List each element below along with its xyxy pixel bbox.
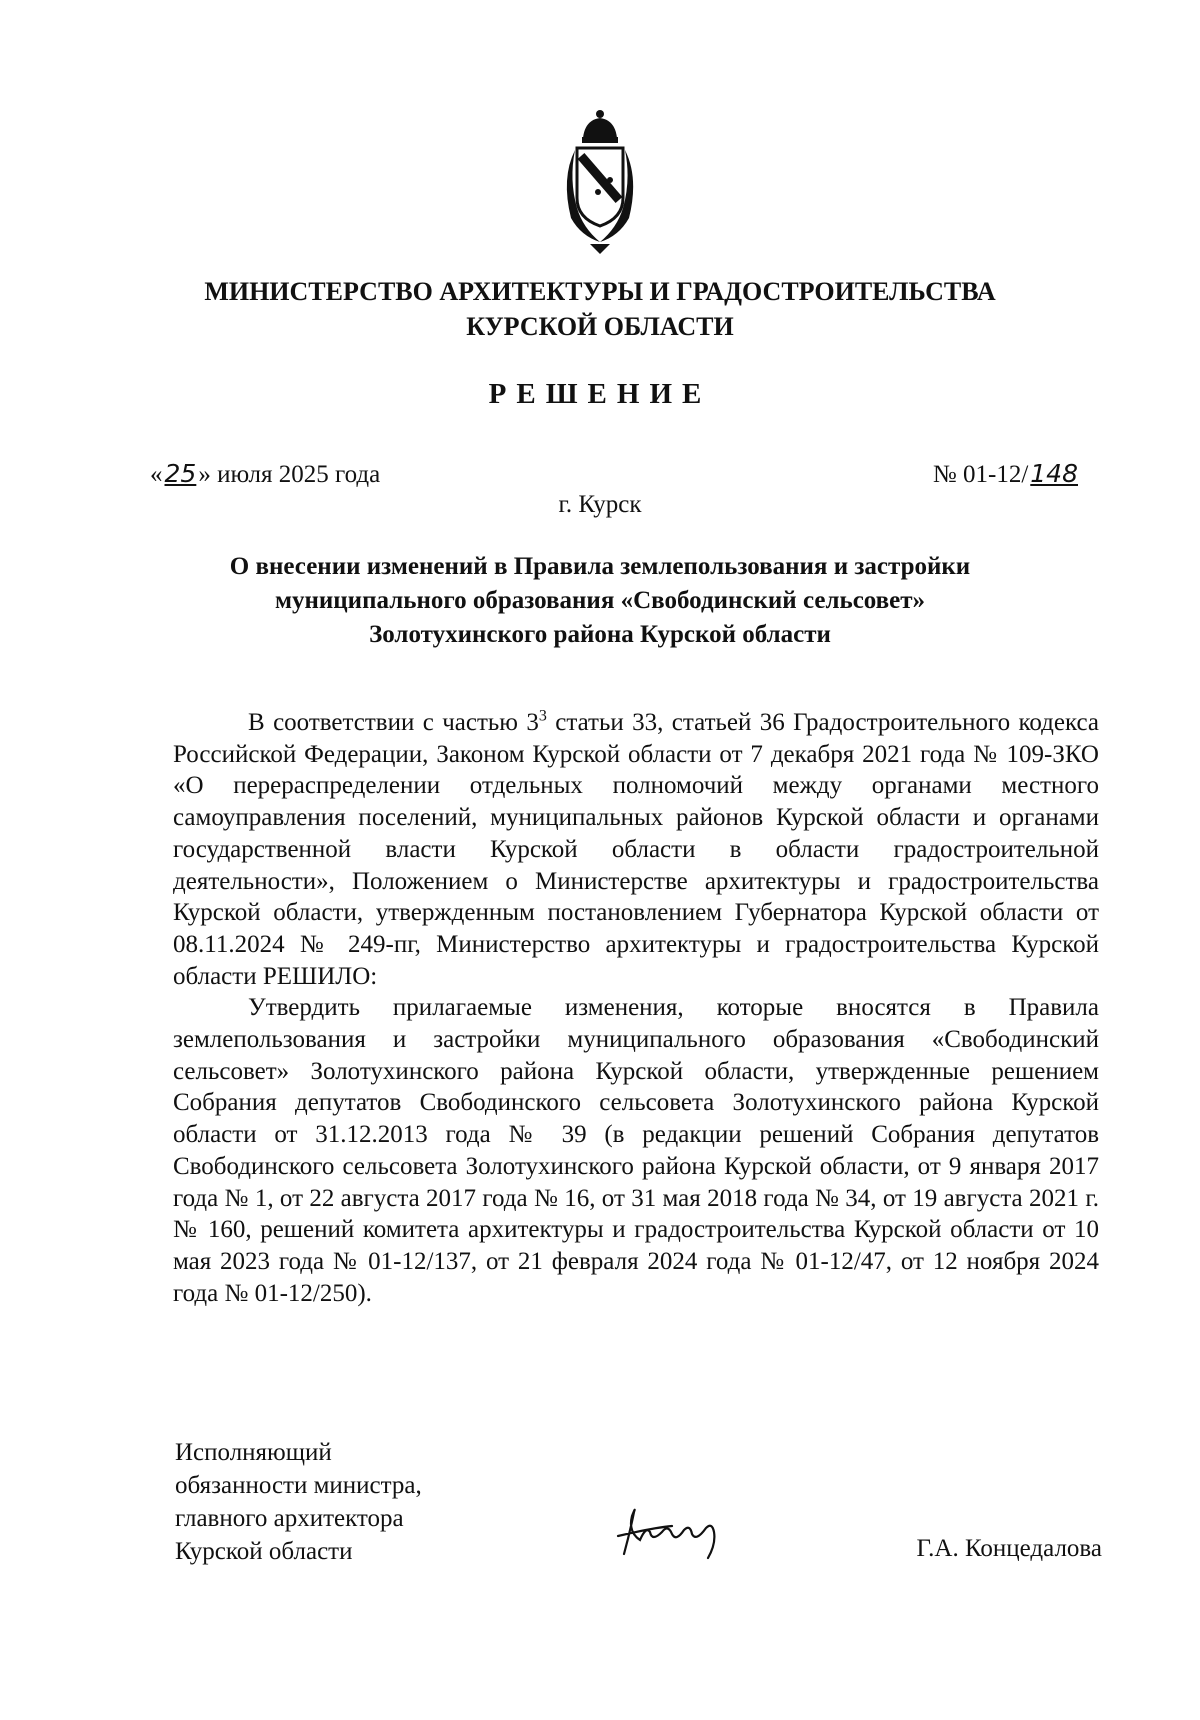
document-body xyxy=(173,707,1099,1309)
signatory-name: Г.А. Концедалова xyxy=(916,1535,1102,1562)
signatory-position-line: главного архитектора xyxy=(175,1505,404,1532)
signatory-position xyxy=(175,1436,422,1568)
title-line1: О внесении изменений в Правила землепользования и застройки xyxy=(229,553,971,580)
paragraph-basis-start: В соответствии с частью 3 xyxy=(248,709,539,736)
date-month-year: » июля 2025 года xyxy=(198,461,381,488)
paragraph-basis xyxy=(173,707,1099,992)
number-prefix: № 01-12/ xyxy=(932,461,1029,488)
signatory-position-line: Курской области xyxy=(175,1538,353,1565)
title-line2: муниципального образования «Свободинский сельсовет» xyxy=(274,587,926,614)
date-open-quote: « xyxy=(150,461,163,488)
number-handwritten: 148 xyxy=(1030,459,1078,488)
ministry-name-line1: МИНИСТЕРСТВО АРХИТЕКТУРЫ И ГРАДОСТРОИТЕЛЬСТВА xyxy=(204,277,996,306)
ministry-name-line2: КУРСКОЙ ОБЛАСТИ xyxy=(466,312,734,341)
document-date xyxy=(150,459,380,489)
city: г. Курск xyxy=(558,491,642,518)
paragraph-decision: Утвердить прилагаемые изменения, которые вносятся в Правила землепользования и застройки муниципального образования «Свободинский сельсовет» Золотухинского района Курской области, утвержденные решением Собрания депутатов Свободинского сельсовета Золотухинского района Курской области от 31.12.2013 года № 39 (в редакции решений Собрания депутатов Свободинского сельсовета Золотухинского района Курской области, от 9 января 2017 года № 1, от 22 августа 2017 года № 16, от 31 мая 2018 года № 34, от 19 августа 2021 г. № 160, решений комитета архитектуры и градостроительства Курской области от 10 мая 2023 года № 01-12/137, от 21 февраля 2024 года № 01-12/47, от 12 ноября 2024 года № 01-12/250). xyxy=(173,994,1099,1307)
signatory-position-line: Исполняющий xyxy=(175,1439,332,1466)
document-type: РЕШЕНИЕ xyxy=(488,378,712,410)
signatory-position-line: обязанности министра, xyxy=(175,1472,422,1499)
paragraph-basis-rest: статьи 33, статьей 36 Градостроительного кодекса Российской Федерации, Законом Курской области от 7 декабря 2021 года № 109-ЗКО «О перераспределении отдельных полномочий между органами местного самоуправления поселений, муниципальных районов Курской области и органами государственной власти Курской области в области градостроительной деятельности», Положением о Министерстве архитектуры и градостроительства Курской области, утвержденным постановлением Губернатора Курской области от 08.11.2024 № 249-пг, Министерство архитектуры и градостроительства Курской области РЕШИЛО: xyxy=(173,709,1099,990)
handwritten-signature xyxy=(612,1502,762,1562)
date-day-handwritten: 25 xyxy=(164,459,197,488)
document-number xyxy=(933,459,1080,489)
superscript: 3 xyxy=(538,707,547,725)
coat-of-arms-icon xyxy=(555,108,645,258)
title-line3: Золотухинского района Курской области xyxy=(369,621,831,648)
